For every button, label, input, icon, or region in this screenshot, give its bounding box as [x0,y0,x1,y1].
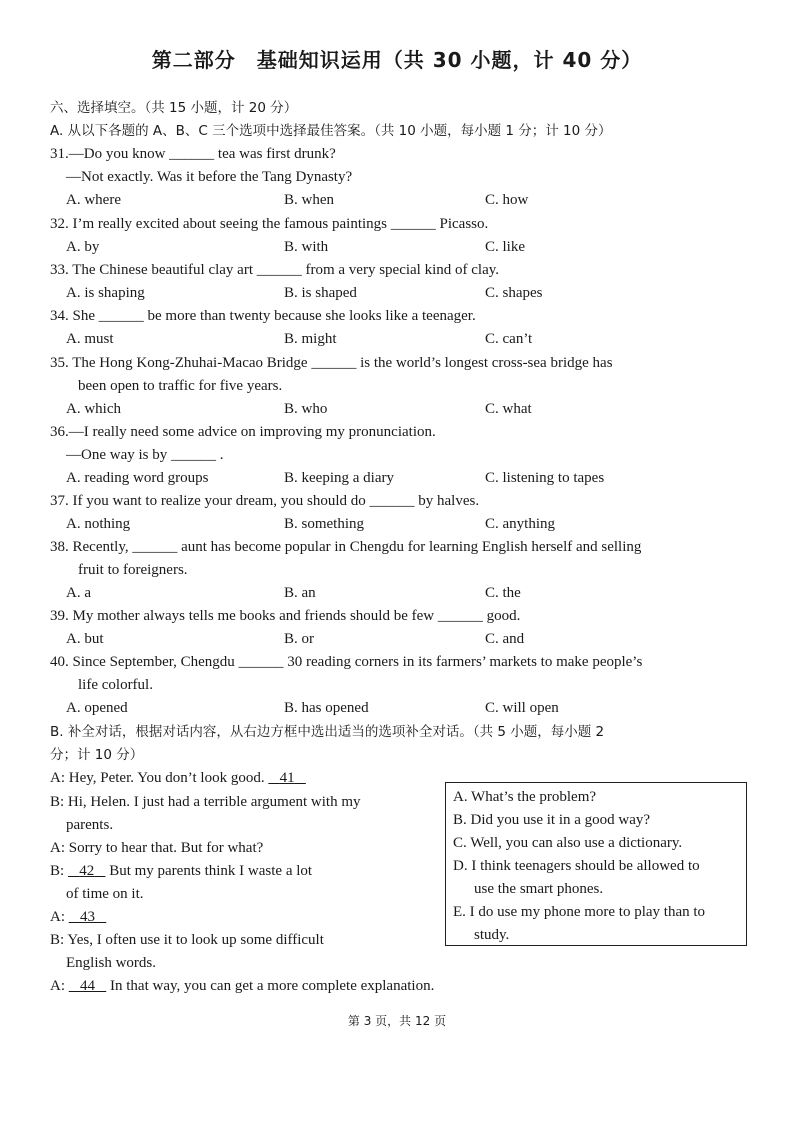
question-37-option-c: C. anything [485,516,555,532]
question-40-line-2: life colorful. [78,677,153,693]
question-32-option-b: B. with [284,239,329,255]
dialogue-text: A: Hey, Peter. You don’t look good. [50,770,269,786]
question-33-option-a: A. is shaping [66,285,145,301]
question-35-option-b: B. who [284,401,328,417]
question-39-option-b: B. or [284,631,314,647]
box-option-c: C. Well, you can also use a dictionary. [453,835,683,851]
question-35-option-c: C. what [485,401,532,417]
question-36-option-a: A. reading word groups [66,470,209,486]
question-40-line-1: 40. Since September, Chengdu ______ 30 reading corners in its farmers’ markets to make people’s [50,654,643,670]
question-36-option-c: C. listening to tapes [485,470,605,486]
question-31-line-1: 31.—Do you know ______ tea was first drunk? [50,146,336,162]
dialogue-text: But my parents think I waste a lot [105,863,313,879]
box-option-e: E. I do use my phone more to play than to [453,904,706,920]
question-33-line-1: 33. The Chinese beautiful clay art ______ from a very special kind of clay. [50,262,500,278]
blank-number: 42 [79,863,95,879]
question-36-line-1: 36.—I really need some advice on improving my pronunciation. [50,424,436,440]
question-38-option-c: C. the [485,585,521,601]
question-40-option-b: B. has opened [284,700,369,716]
part-b-heading: B. 补全对话，根据对话内容，从右边方框中选出适当的选项补全对话。（共 5 小题，每小题 2 [50,724,605,740]
question-37-option-b: B. something [284,516,365,532]
question-38-option-b: B. an [284,585,316,601]
question-40-option-c: C. will open [485,700,559,716]
question-31-option-c: C. how [485,192,529,208]
dialogue-line: A: Sorry to hear that. But for what? [50,840,264,856]
question-36-option-b: B. keeping a diary [284,470,394,486]
dialogue-text: A: [50,978,69,994]
dialogue-line: English words. [66,955,156,971]
question-39-option-a: A. but [66,631,104,647]
dialogue-line: B: Yes, I often use it to look up some difficult [50,932,324,948]
blank-number: 43 [80,909,95,925]
box-option-b: B. Did you use it in a good way? [453,812,651,828]
blank-44 [69,978,107,994]
question-39-line-1: 39. My mother always tells me books and friends should be few ______ good. [50,608,521,624]
question-35-option-a: A. which [66,401,121,417]
question-39-option-c: C. and [485,631,525,647]
blank-41 [268,770,306,786]
question-32-option-a: A. by [66,239,100,255]
blank-43 [69,909,107,925]
dialogue-line [50,976,434,996]
question-34-option-b: B. might [284,331,337,347]
dialogue-line [50,768,306,788]
question-31-line-2: —Not exactly. Was it before the Tang Dynasty? [66,169,353,185]
question-38-line-1: 38. Recently, ______ aunt has become popular in Chengdu for learning English herself and selling [50,539,642,555]
page-title: 第二部分 基础知识运用（共 30 小题，计 40 分） [151,48,643,72]
question-34-line-1: 34. She ______ be more than twenty because she looks like a teenager. [50,308,476,324]
question-36-line-2: —One way is by ______ . [66,447,224,463]
dialogue-text: B: [50,863,68,879]
box-option-a: A. What’s the problem? [453,789,597,805]
part-b-heading-cont: 分；计 10 分） [50,747,144,763]
box-option-d-cont: use the smart phones. [474,881,604,897]
page-footer: 第 3 页，共 12 页 [347,1014,447,1028]
dialogue-line: B: Hi, Helen. I just had a terrible argument with my [50,794,361,810]
question-34-option-a: A. must [66,331,114,347]
question-38-option-a: A. a [66,585,91,601]
question-32-option-c: C. like [485,239,525,255]
blank-42 [68,863,106,879]
question-33-option-b: B. is shaped [284,285,357,301]
question-33-option-c: C. shapes [485,285,543,301]
dialogue-line [50,907,106,927]
question-34-option-c: C. can’t [485,331,533,347]
question-31-option-a: A. where [66,192,121,208]
dialogue-text: In that way, you can get a more complete explanation. [106,978,435,994]
box-option-e-cont: study. [474,927,510,943]
question-35-line-2: been open to traffic for five years. [78,378,283,394]
blank-number: 44 [80,978,95,994]
section-heading: 六、选择填空。（共 15 小题，计 20 分） [50,100,298,116]
question-32-line-1: 32. I’m really excited about seeing the famous paintings ______ Picasso. [50,216,489,232]
question-38-line-2: fruit to foreigners. [78,562,188,578]
question-37-option-a: A. nothing [66,516,131,532]
dialogue-text: A: [50,909,69,925]
blank-number: 41 [279,770,295,786]
question-31-option-b: B. when [284,192,334,208]
question-35-line-1: 35. The Hong Kong-Zhuhai-Macao Bridge ______ is the world’s longest cross-sea bridge has [50,355,613,371]
dialogue-line: parents. [66,817,114,833]
dialogue-line [50,861,312,881]
question-40-option-a: A. opened [66,700,128,716]
part-a-heading: A. 从以下各题的 A、B、C 三个选项中选择最佳答案。（共 10 小题，每小题 1 分；计 10 分） [50,123,612,139]
box-option-d: D. I think teenagers should be allowed to [453,858,700,874]
dialogue-line: of time on it. [66,886,144,902]
question-37-line-1: 37. If you want to realize your dream, you should do ______ by halves. [50,493,480,509]
